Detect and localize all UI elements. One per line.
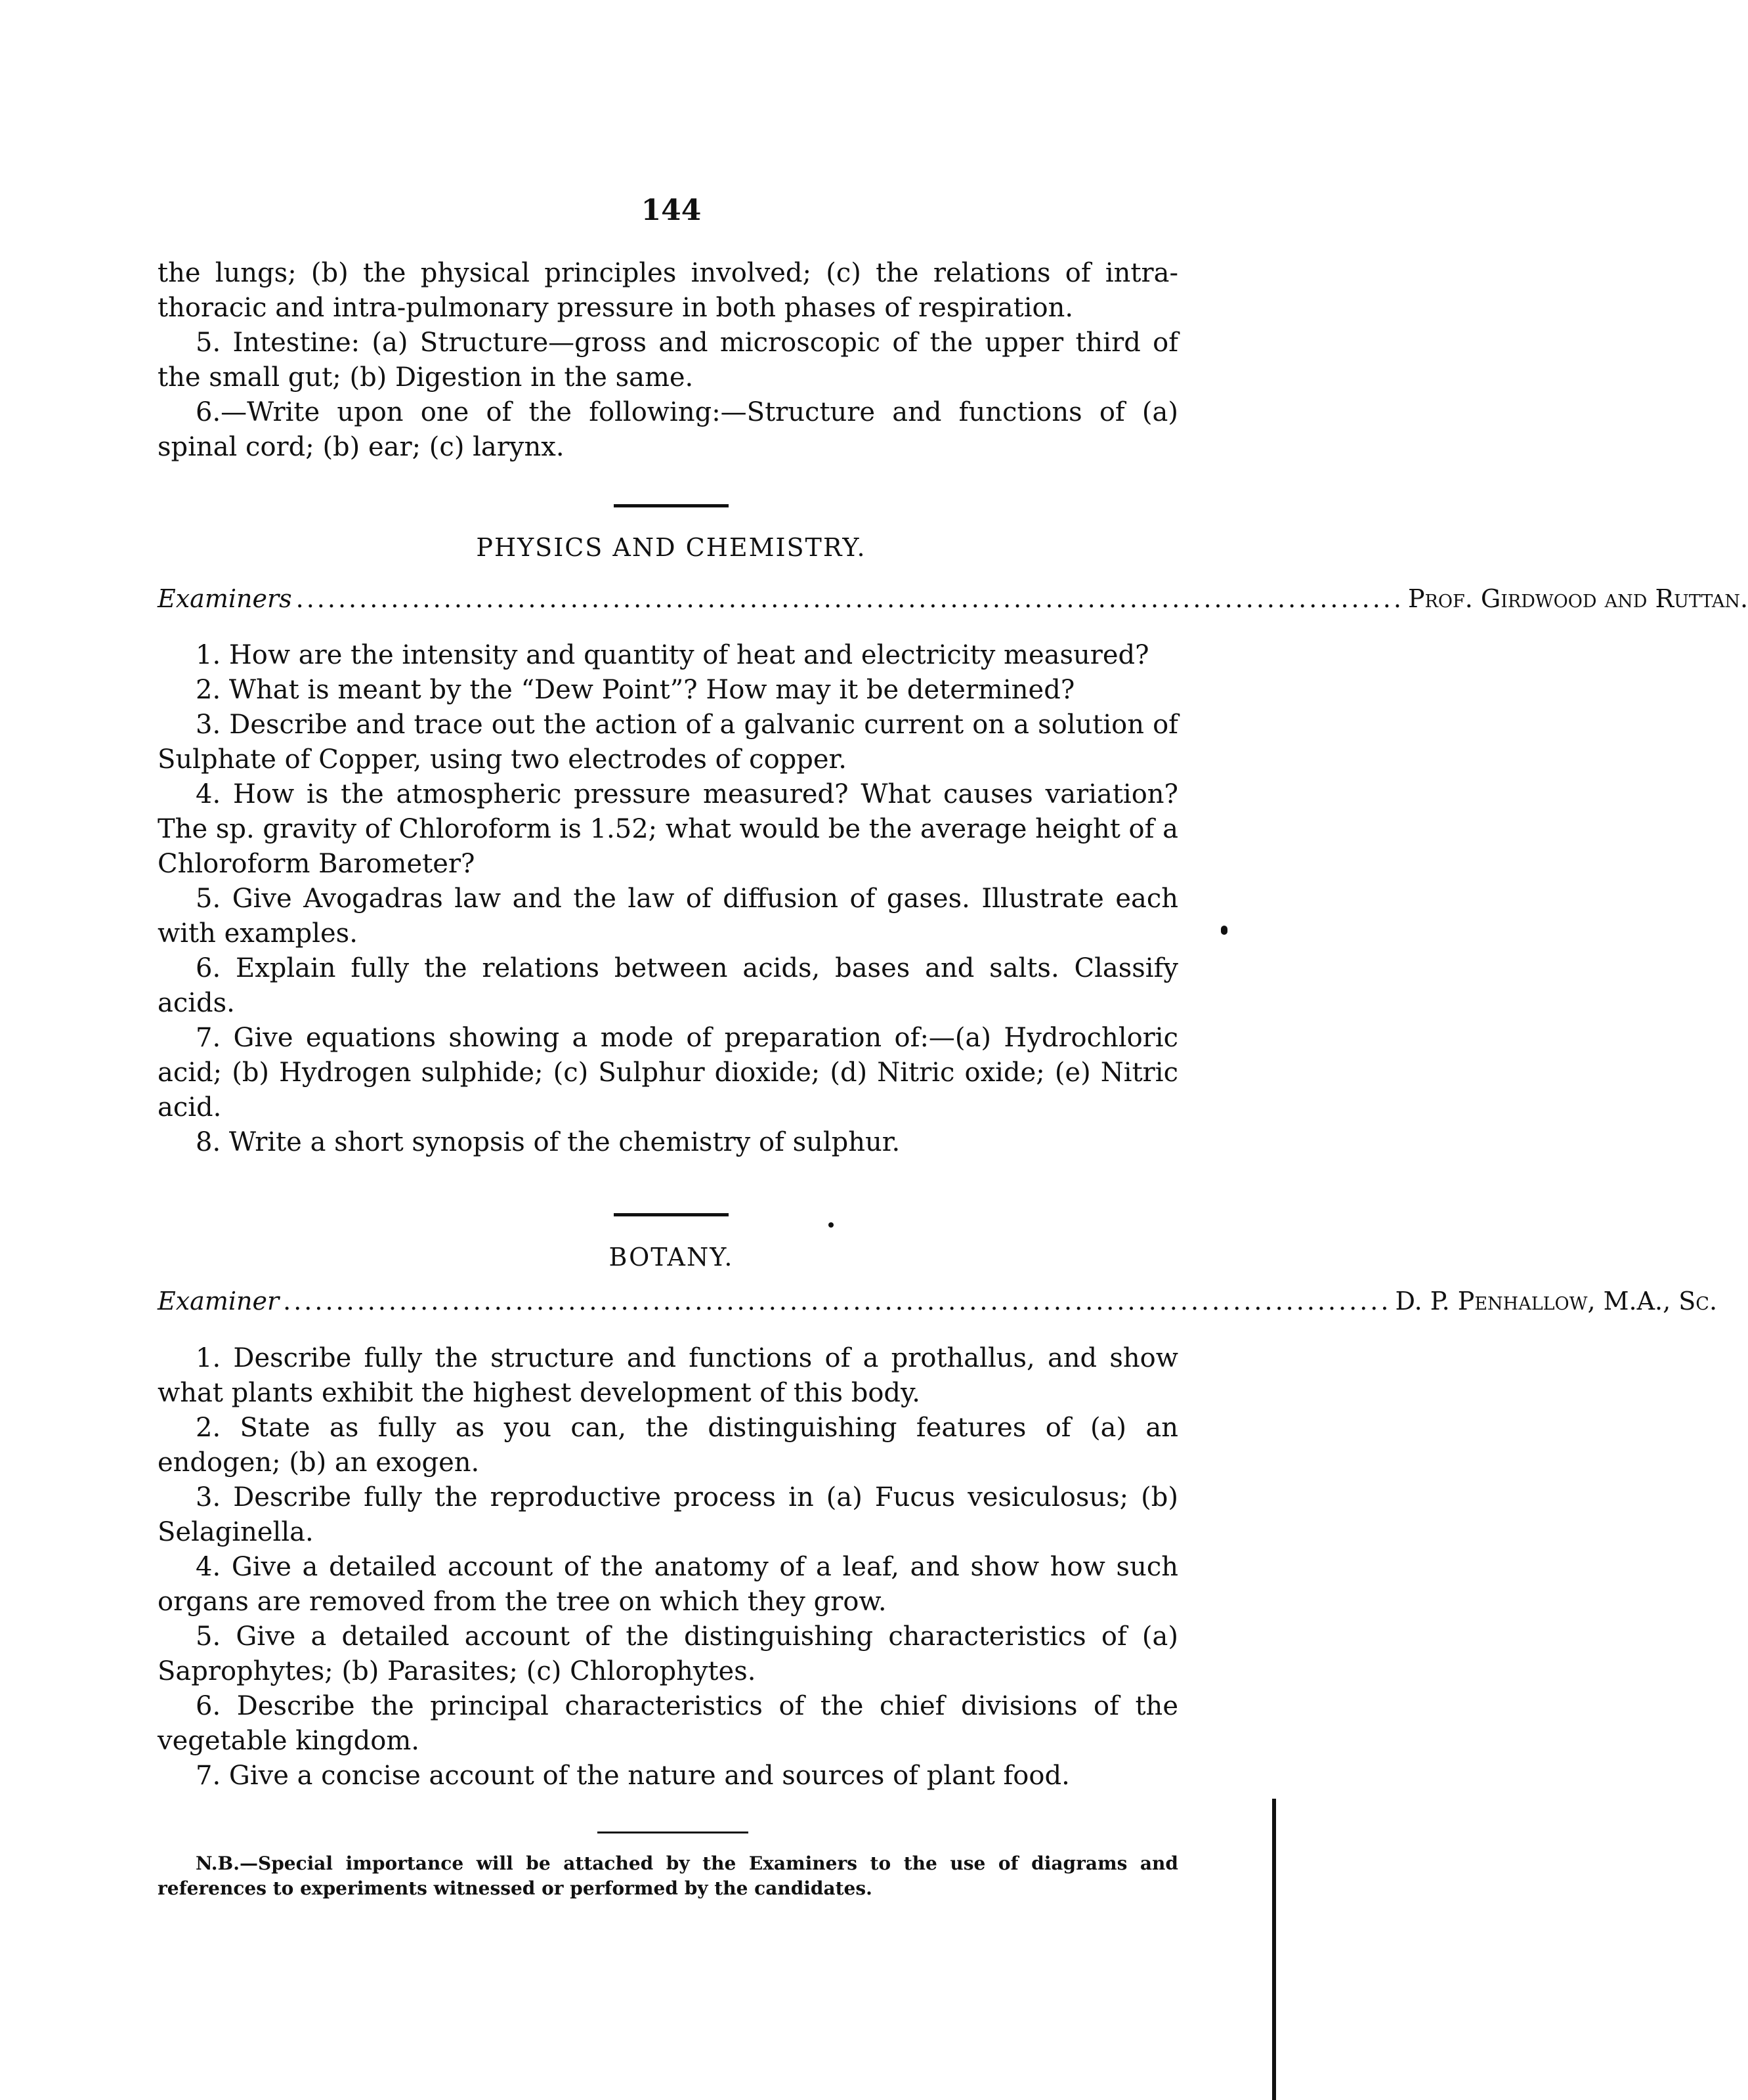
question-item: 1. Describe fully the structure and functions of a prothallus, and show what plants exhibit the highest development of this body. (158, 1343, 1178, 1408)
question-item: 8. Write a short synopsis of the chemistry of sulphur. (196, 1127, 901, 1157)
question-item: 1. How are the intensity and quantity of heat and electricity measured? (196, 640, 1149, 670)
question-item: 6. Explain fully the relations between acids, bases and salts. Classify acids. (158, 953, 1178, 1018)
intro-line: 6.—Write upon one of the following:—Structure and functions of (a) spinal cord; (b) ear; (c) larynx. (158, 397, 1178, 462)
question-item: 7. Give a concise account of the nature and sources of plant food. (196, 1761, 1070, 1791)
examiners-row-physics (158, 584, 1748, 613)
intro-line: 5. Intestine: (a) Structure—gross and microscopic of the upper third of the small gut; (b) Digestion in the same. (158, 328, 1178, 393)
section-divider (614, 1213, 729, 1216)
question-item: 4. Give a detailed account of the anatomy of a leaf, and show how such organs are removed from the tree on which they grow. (158, 1552, 1178, 1617)
page-number: 144 (641, 194, 702, 227)
physics-questions (158, 638, 1178, 1160)
scan-speck (828, 1222, 834, 1228)
footnote-text (158, 1851, 1178, 1901)
examiner-names: D. P. Penhallow, M.A., Sc. (1395, 1287, 1718, 1316)
question-item: 2. What is meant by the “Dew Point”? How may it be determined? (196, 675, 1075, 705)
examiners-row-botany (158, 1287, 1718, 1316)
footnote-lead: N.B.— (196, 1853, 258, 1874)
examiner-names: Prof. Girdwood and Ruttan. (1407, 584, 1748, 613)
question-item: 4. How is the atmospheric pressure measured? What causes variation? The sp. gravity of Chloroform is 1.52; what would be the average height of a Chloroform Barometer? (158, 779, 1178, 879)
leader-dots: ......................................................................................................... (295, 584, 1404, 613)
examiner-label: Examiner (158, 1287, 280, 1316)
examiner-label: Examiners (158, 584, 292, 613)
scan-speck (1221, 926, 1227, 935)
section-divider (614, 504, 729, 507)
question-item: 2. State as fully as you can, the distinguishing features of (a) an endogen; (b) an exogen. (158, 1413, 1178, 1478)
question-item: 6. Describe the principal characteristics of the chief divisions of the vegetable kingdom. (158, 1691, 1178, 1756)
botany-questions (158, 1341, 1178, 1793)
question-item: 5. Give a detailed account of the distinguishing characteristics of (a) Saprophytes; (b) Parasites; (c) Chlorophytes. (158, 1621, 1178, 1686)
question-item: 3. Describe fully the reproductive process in (a) Fucus vesiculosus; (b) Selaginella. (158, 1482, 1178, 1547)
question-item: 7. Give equations showing a mode of preparation of:—(a) Hydrochloric acid; (b) Hydrogen sulphide; (c) Sulphur dioxide; (d) Nitric oxide; (e) Nitric acid. (158, 1023, 1178, 1123)
leader-dots: ......................................................................................................... (283, 1287, 1392, 1316)
intro-line: the lungs; (b) the physical principles involved; (c) the relations of intra-thoracic and intra-pulmonary pressure in both phases of respiration. (158, 258, 1178, 323)
footnote (158, 1851, 1178, 1901)
footnote-divider (597, 1832, 748, 1833)
scan-edge-line (1272, 1799, 1276, 2100)
question-item: 5. Give Avogadras law and the law of diffusion of gases. Illustrate each with examples. (158, 884, 1178, 949)
footnote-body: Special importance will be attached by the Examiners to the use of diagrams and references to experiments witnessed or performed by the candidates. (158, 1853, 1178, 1899)
question-item: 3. Describe and trace out the action of a galvanic current on a solution of Sulphate of Copper, using two electrodes of copper. (158, 710, 1178, 775)
section-heading-botany: BOTANY. (608, 1243, 734, 1272)
section-heading-physics: PHYSICS AND CHEMISTRY. (476, 533, 866, 562)
intro-block (158, 256, 1178, 465)
